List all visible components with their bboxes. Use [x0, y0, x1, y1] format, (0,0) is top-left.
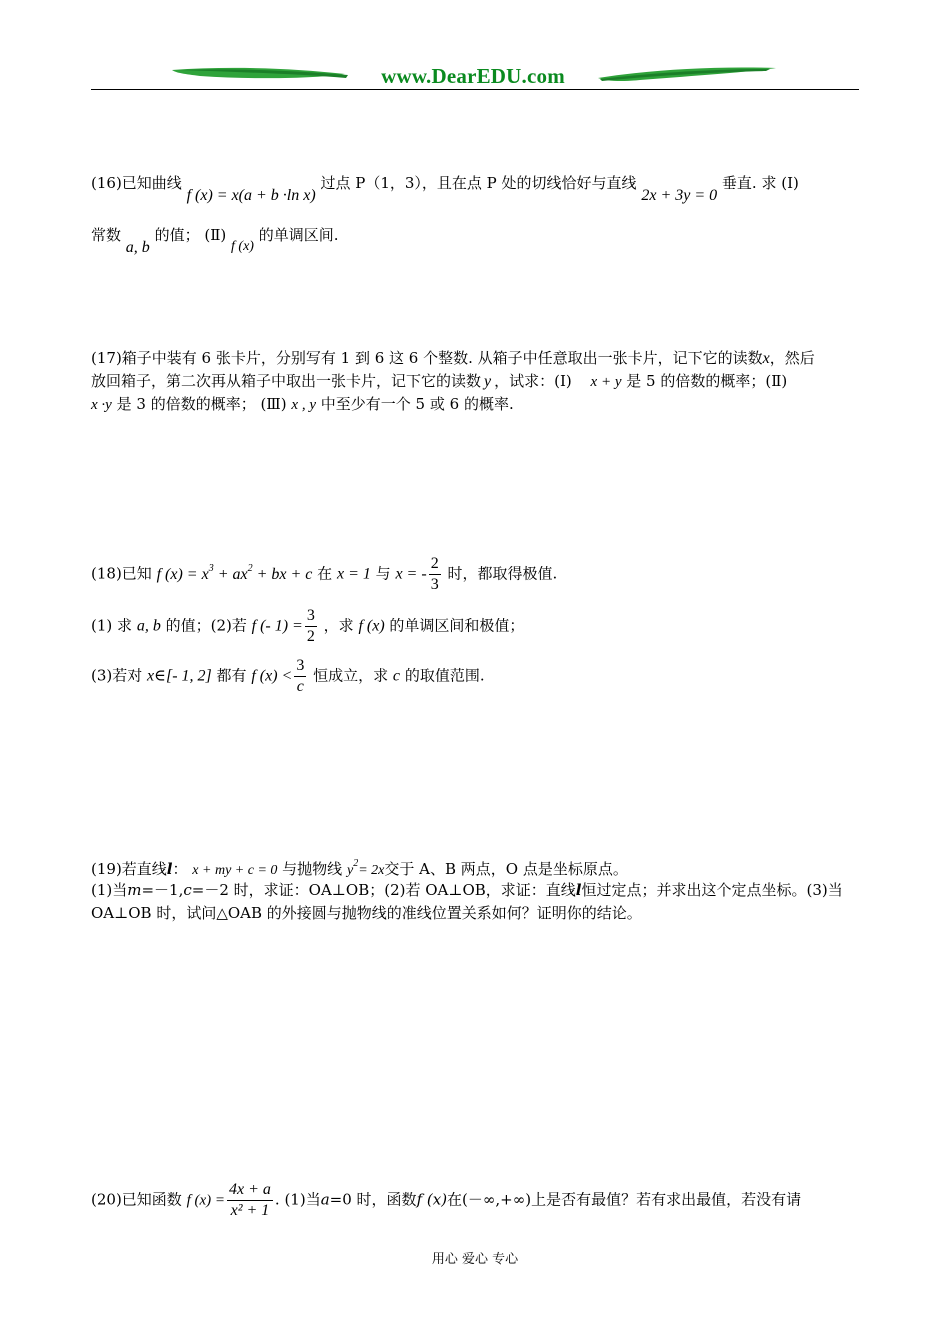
q16-text-b: 的值； (Ⅱ): [154, 226, 227, 244]
q18-text-2d: 的单调区间和极值；: [389, 616, 525, 635]
q17-text-1-end: ，然后: [769, 349, 815, 367]
q18-text-3d: 的取值范围.: [404, 666, 485, 685]
q19-text-1a: (19)若直线: [91, 860, 167, 878]
q18-text-and: 与: [375, 564, 391, 583]
q18-fraction-3-c: [294, 656, 306, 697]
q17-line-2: [91, 370, 787, 393]
q18-interval: x∈[- 1, 2]: [147, 667, 212, 685]
q20-var-a: a: [320, 1190, 330, 1209]
q18-frac-num: 2: [429, 554, 441, 575]
q16-ab: a, b: [125, 239, 150, 256]
q16-curve-formula: f (x) = x(a + b ·ln x): [186, 187, 316, 204]
q17-text-3b: 中至少有一个 5 或 6 的概率.: [320, 395, 514, 413]
q19-text-3: OA⊥OB 时，试问△OAB 的外接圆与抛物线的准线位置关系如何？证明你的结论。: [91, 904, 642, 922]
q18-text-at: 在: [317, 564, 333, 583]
q16-condition-text: 过点 P（1，3），且在点 P 处的切线恰好与直线: [320, 174, 637, 192]
q20-text-1d: 在(－∞,+∞)上是否有最值？若有求出最值，若没有请: [447, 1190, 802, 1209]
q18-line-3: [91, 656, 485, 697]
q19-var-m: m: [127, 881, 142, 899]
q18-x1: x = 1: [336, 565, 371, 583]
header-logo: [170, 62, 780, 92]
q19-line-l-2: l: [575, 881, 582, 899]
q16-text-c: 的单调区间.: [258, 226, 339, 244]
q17-text-2a: 放回箱子，第二次再从箱子中取出一张卡片，记下它的读数: [91, 372, 482, 390]
q18-text-2a: (1) 求: [91, 616, 133, 635]
q19-line-formula: x + my + c = 0: [192, 863, 278, 878]
q20-line-1: [91, 1180, 801, 1221]
q20-text-1c: =0 时，函数: [329, 1190, 417, 1209]
q19-colon: ：: [172, 860, 188, 878]
q18-text-3a: (3)若对: [91, 666, 143, 685]
q20-frac-num: 4x + a: [227, 1180, 273, 1201]
q16-suffix: 垂直. 求 (I): [721, 174, 799, 192]
q19-text-2e: 恒过定点；并求出这个定点坐标。(3)当: [581, 881, 843, 899]
q19-var-c: c: [183, 881, 192, 899]
q19-line-2: [91, 879, 843, 901]
q17-text-1: (17)箱子中装有 6 张卡片，分别写有 1 到 6 这 6 个整数. 从箱子中任意取出一张卡片，记下它的读数: [91, 349, 763, 367]
q18-function: f $(x) = x^3 + ax^2$ + bx + c: [156, 562, 313, 583]
q17-vars-xy: x , y: [291, 397, 316, 413]
page-footer: 用心 爱心 专心: [431, 1252, 519, 1267]
q18-text-3b: 都有: [216, 666, 247, 685]
q16-fx: f (x): [231, 239, 254, 254]
q20-frac-den: x² + 1: [230, 1202, 270, 1219]
q17-text-3a: 是 3 的倍数的概率； (Ⅲ): [116, 395, 287, 413]
q18-ab: a, b: [136, 617, 161, 635]
q19-text-1c: 交于 A、B 两点，O 点是坐标原点。: [384, 860, 628, 878]
q18-prefix: (18)已知: [91, 564, 152, 583]
q18-text-3c: 恒成立，求: [313, 666, 389, 685]
q20-fraction: [227, 1180, 273, 1221]
q20-fx: f (x): [416, 1190, 448, 1209]
q20-function-lhs: f (x) =: [186, 1192, 226, 1209]
q17-sum-expr: x + y: [590, 374, 622, 390]
q19-parabola-rhs: = 2x: [358, 863, 385, 878]
q16-line-2: [91, 224, 339, 256]
q17-text-2c: 是 5 的倍数的概率；(Ⅱ): [626, 372, 788, 390]
q18-fraction-2-3: [429, 554, 441, 595]
q18-text-2c: ，求: [323, 616, 354, 635]
q19-text-2b: =－1,: [141, 881, 184, 899]
q18-text-end: 时，都取得极值.: [447, 564, 558, 583]
q19-text-2a: (1)当: [91, 881, 128, 899]
q16-prefix: (16)已知曲线: [91, 174, 182, 192]
q16-line-formula: 2x + 3y = 0: [641, 187, 718, 204]
logo-text: www.DearEDU.com: [381, 64, 565, 88]
q19-parabola-lhs: $y^2$: [346, 858, 359, 878]
q18-frac2-num: 3: [305, 606, 317, 627]
q17-line-3: [91, 393, 514, 416]
q19-line-l: l: [166, 860, 173, 878]
q19-text-1b: 与抛物线: [282, 860, 343, 878]
q18-x2: x = -: [395, 565, 427, 583]
q18-fx: f (x): [358, 617, 385, 635]
q17-line-1: [91, 347, 815, 370]
q18-text-2b: 的值；(2)若: [165, 616, 247, 635]
q17-var-x: x: [762, 350, 770, 367]
q20-text-1b: . (1)当: [274, 1190, 321, 1209]
header-rule: [91, 89, 859, 90]
q18-frac3-num: 3: [294, 656, 306, 677]
q17-var-y: y: [484, 373, 492, 390]
q18-line-2: [91, 606, 524, 647]
q18-frac-den: 3: [430, 576, 439, 593]
q17-text-2b: ，试求：(I): [494, 372, 572, 390]
q16-line-1: [91, 172, 799, 204]
q18-line-1: [91, 554, 557, 595]
q18-frac2-den: 2: [306, 628, 315, 645]
q20-text-1a: (20)已知函数: [91, 1190, 182, 1209]
q18-frac3-den: c: [296, 678, 304, 695]
q18-f-minus-1: f (- 1) =: [251, 617, 303, 635]
q19-line-1: [91, 853, 628, 882]
q18-var-c: c: [392, 667, 401, 685]
q16-text-a: 常数: [91, 226, 122, 244]
q19-text-2d: =－2 时，求证：OA⊥OB；(2)若 OA⊥OB，求证：直线: [191, 881, 576, 899]
q18-inequality: f (x) <: [251, 667, 293, 685]
q18-fraction-3-2: [305, 606, 317, 647]
q19-line-3: [91, 902, 642, 924]
q17-product-expr: x ·y: [91, 397, 112, 413]
